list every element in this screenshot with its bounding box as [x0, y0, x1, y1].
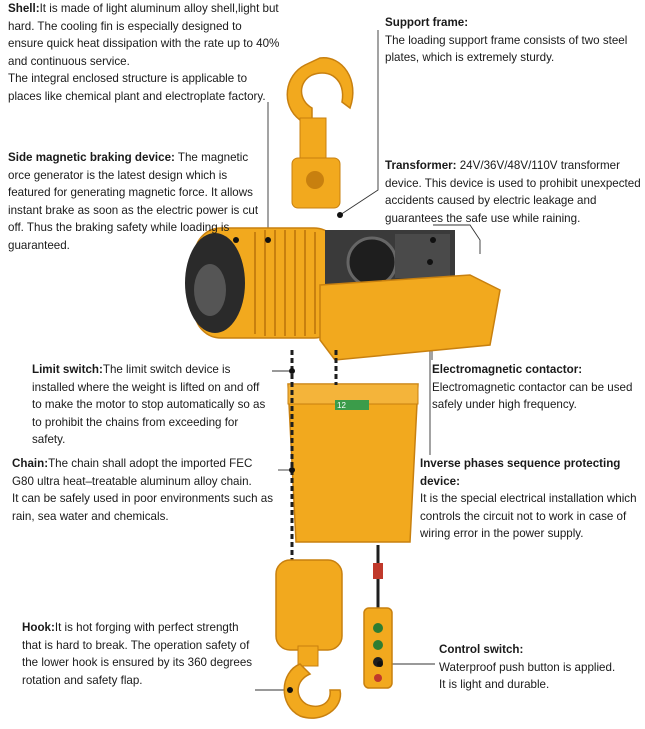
- leader-support: [340, 30, 378, 215]
- side-brake-text: The magnetic orce generator is the latest design which is featured for generating magnetic force. It allows instant brake as soon as the electric power is cut off. Thus the braking safety while loading is guaranteed.: [8, 151, 259, 252]
- transformer-text: 24V/36V/48V/110V transformer device. This device is used to prohibit unexpected accidents caused by electric leakage and guarantees the safe use while raining.: [385, 159, 641, 225]
- inverse-phase-title: Inverse phases sequence protecting device:: [420, 457, 621, 488]
- control-switch-text: Waterproof push button is applied.: [439, 660, 616, 674]
- side-brake-title: Side magnetic braking device:: [8, 151, 175, 164]
- leader-lines: [236, 30, 480, 690]
- support-frame-title: Support frame:: [385, 16, 469, 29]
- callout-shell: [8, 0, 280, 105]
- control-switch-title: Control switch:: [439, 643, 524, 656]
- chain-bag: [288, 384, 418, 542]
- inverse-phase-text: It is the special electrical installation which controls the circuit not to work in case of wiring error in the power supply.: [420, 492, 637, 540]
- callout-limit-switch: [32, 361, 270, 449]
- shell-text-2: The integral enclosed structure is applicable to places like chemical plant and electroplate factory.: [8, 72, 266, 103]
- hook-text: It is hot forging with perfect strength that is hard to break. The operation safety of the lower hook is ensured by its 360 degrees rotation and safety flap.: [22, 621, 253, 687]
- callout-hook: [22, 619, 260, 689]
- gearbox-frame: [320, 212, 500, 360]
- transformer-title: Transformer:: [385, 159, 457, 172]
- chain-text-2: It can be safely used in poor environments such as rain, sea water and chemicals.: [12, 492, 274, 523]
- limit-switch-title: Limit switch:: [32, 363, 103, 376]
- contactor-text: Electromagnetic contactor can be used safely under high frequency.: [432, 380, 633, 411]
- callout-transformer: [385, 157, 643, 227]
- hook-title: Hook:: [22, 621, 55, 634]
- control-pendant: [364, 545, 392, 688]
- bottom-hook: [276, 560, 342, 718]
- chain-text: The chain shall adopt the imported FEC G80 ultra heat–treatable aluminum alloy chain.: [12, 457, 253, 488]
- top-hook: [287, 58, 353, 208]
- callout-side-brake: [8, 149, 270, 254]
- support-frame-text: The loading support frame consists of two steel plates, which is extremely sturdy.: [385, 33, 628, 64]
- callout-inverse-phase: [420, 455, 642, 543]
- shell-text: It is made of light aluminum alloy shell,light but hard. The cooling fin is especially designed to ensure quick heat dissipation with the rate up to 40% and continuous service.: [8, 2, 280, 68]
- control-switch-text-2: It is light and durable.: [439, 678, 550, 691]
- callout-contactor: [432, 361, 642, 414]
- contactor-title: Electromagnetic contactor:: [432, 363, 583, 376]
- callout-control-switch: [439, 641, 639, 694]
- shell-title: Shell:: [8, 2, 40, 15]
- chain-title: Chain:: [12, 457, 49, 470]
- bag-label: 12: [337, 401, 346, 410]
- callout-support-frame: [385, 14, 635, 67]
- callout-chain: [12, 455, 274, 525]
- limit-switch-text: The limit switch device is installed where the weight is lifted on and off to make the motor to stop automatically so as to prohibit the chains from exceeding for safety.: [32, 363, 266, 446]
